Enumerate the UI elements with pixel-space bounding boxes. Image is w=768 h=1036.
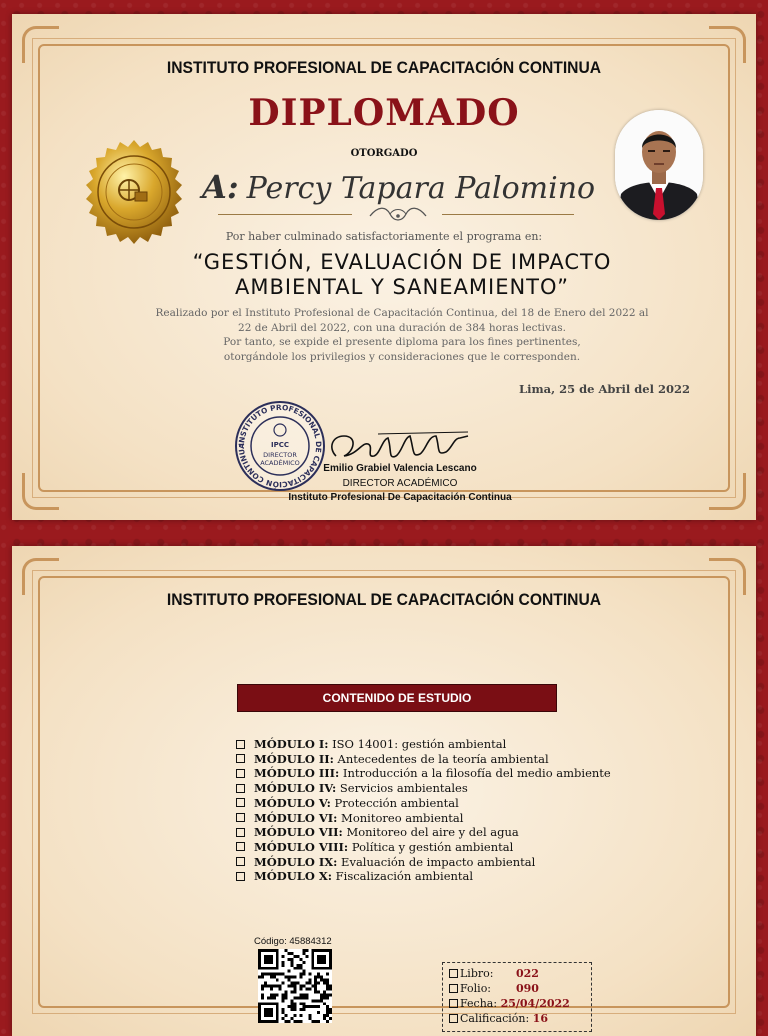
body-line: otorgándole los privilegios y consideraciones que le corresponden. bbox=[223, 350, 581, 363]
stamp-ring-text: INSTITUTO PROFESIONAL DE CAPACITACIÓN CONTINUA bbox=[236, 402, 324, 490]
module-label: MÓDULO III: bbox=[254, 766, 340, 781]
module-item bbox=[236, 781, 611, 796]
module-text: Monitoreo ambiental bbox=[337, 810, 464, 825]
module-label: MÓDULO VIII: bbox=[254, 839, 349, 854]
checkbox-icon bbox=[236, 857, 245, 866]
module-item bbox=[236, 811, 611, 826]
module-text: Monitoreo del aire y del agua bbox=[342, 825, 519, 840]
module-item bbox=[236, 825, 611, 840]
module-item bbox=[236, 855, 611, 870]
body-line: Por tanto, se expide el presente diploma para los fines pertinentes, bbox=[223, 336, 581, 348]
module-label: MÓDULO IV: bbox=[254, 781, 337, 796]
divider-line bbox=[218, 214, 352, 215]
checkbox-icon bbox=[236, 754, 245, 763]
body-line: 22 de Abril del 2022, con una duración de 384 horas lectivas. bbox=[238, 321, 566, 334]
module-label: MÓDULO VI: bbox=[254, 810, 338, 825]
recipient-photo bbox=[615, 110, 703, 220]
registry-label: Folio: bbox=[460, 982, 492, 995]
stamp-logo-text: IPCC bbox=[270, 441, 290, 449]
institute-name: INSTITUTO PROFESIONAL DE CAPACITACIÓN CONTINUA bbox=[166, 590, 602, 609]
divider-line bbox=[442, 214, 574, 215]
checkbox-icon bbox=[236, 769, 245, 778]
program-title bbox=[132, 250, 672, 300]
program-title-line: “GESTIÓN, EVALUACIÓN DE IMPACTO bbox=[192, 250, 612, 274]
module-text: Política y gestión ambiental bbox=[348, 839, 514, 854]
recipient-name: Percy Tapara Palomino bbox=[246, 171, 596, 206]
registry-label: Calificación: bbox=[460, 1012, 530, 1025]
diploma-back bbox=[12, 546, 756, 1036]
diploma-front bbox=[12, 14, 756, 520]
registry-value: 16 bbox=[532, 1012, 548, 1025]
registry-row bbox=[449, 966, 585, 981]
module-item bbox=[236, 737, 611, 752]
awarded-label: OTORGADO bbox=[350, 148, 418, 159]
module-text: Fiscalización ambiental bbox=[332, 869, 474, 884]
program-title-line: AMBIENTAL Y SANEAMIENTO” bbox=[234, 275, 570, 299]
module-item bbox=[236, 869, 611, 884]
checkbox-icon bbox=[236, 740, 245, 749]
checkbox-icon bbox=[449, 999, 458, 1008]
module-text: Protección ambiental bbox=[330, 795, 459, 810]
signer-institute: Instituto Profesional De Capacitación Continua bbox=[288, 492, 512, 503]
intro-text: Por haber culminado satisfactoriamente el programa en: bbox=[225, 230, 543, 243]
module-text: Evaluación de impacto ambiental bbox=[337, 854, 536, 869]
ornament-icon bbox=[368, 204, 428, 224]
checkbox-icon bbox=[449, 984, 458, 993]
checkbox-icon bbox=[236, 872, 245, 881]
gold-seal-icon bbox=[82, 140, 186, 244]
module-label: MÓDULO V: bbox=[254, 795, 331, 810]
institute-name: INSTITUTO PROFESIONAL DE CAPACITACIÓN CONTINUA bbox=[166, 58, 602, 77]
module-label: MÓDULO II: bbox=[254, 751, 334, 766]
registry-value: 25/04/2022 bbox=[500, 997, 570, 1010]
module-text: Servicios ambientales bbox=[336, 781, 468, 796]
module-label: MÓDULO I: bbox=[254, 737, 329, 751]
checkbox-icon bbox=[236, 813, 245, 822]
registry-value: 022 bbox=[516, 967, 539, 980]
place-date: Lima, 25 de Abril del 2022 bbox=[519, 382, 690, 396]
registry-row bbox=[449, 996, 585, 1011]
registry-label: Libro: bbox=[460, 967, 494, 980]
module-label: MÓDULO X: bbox=[254, 869, 333, 884]
checkbox-icon bbox=[236, 842, 245, 851]
qr-code-icon bbox=[258, 949, 332, 1023]
checkbox-icon bbox=[449, 969, 458, 978]
module-text: ISO 14001: gestión ambiental bbox=[328, 737, 507, 751]
checkbox-icon bbox=[449, 1014, 458, 1023]
corner-ornament bbox=[709, 473, 746, 510]
module-label: MÓDULO IX: bbox=[254, 854, 338, 869]
checkbox-icon bbox=[236, 798, 245, 807]
registry-box bbox=[442, 962, 592, 1032]
stamp-role-text: ACADÉMICO bbox=[260, 459, 300, 467]
signer-role: DIRECTOR ACADÉMICO bbox=[342, 478, 458, 489]
content-header: CONTENIDO DE ESTUDIO bbox=[237, 684, 557, 712]
module-list bbox=[236, 737, 611, 884]
verification-code: Código: 45884312 bbox=[254, 936, 332, 947]
checkbox-icon bbox=[236, 784, 245, 793]
body-line: Realizado por el Instituto Profesional de Capacitación Continua, del 18 de Enero del 2022 al bbox=[155, 307, 649, 319]
module-item bbox=[236, 840, 611, 855]
registry-value: 090 bbox=[516, 982, 539, 995]
corner-ornament bbox=[22, 473, 59, 510]
body-text bbox=[112, 306, 692, 364]
signer-name: Emilio Grabiel Valencia Lescano bbox=[323, 463, 477, 474]
module-item bbox=[236, 752, 611, 767]
recipient bbox=[202, 168, 596, 206]
registry-label: Fecha: bbox=[460, 997, 498, 1010]
diploma-title: DIPLOMADO bbox=[248, 92, 520, 134]
module-label: MÓDULO VII: bbox=[254, 825, 343, 840]
stamp-role-text: DIRECTOR bbox=[263, 451, 297, 459]
registry-row bbox=[449, 981, 585, 996]
checkbox-icon bbox=[236, 828, 245, 837]
module-item bbox=[236, 766, 611, 781]
module-item bbox=[236, 796, 611, 811]
module-text: Antecedentes de la teoría ambiental bbox=[333, 751, 549, 766]
module-text: Introducción a la filosofía del medio ambiente bbox=[339, 766, 611, 781]
recipient-prefix: A: bbox=[202, 168, 239, 206]
